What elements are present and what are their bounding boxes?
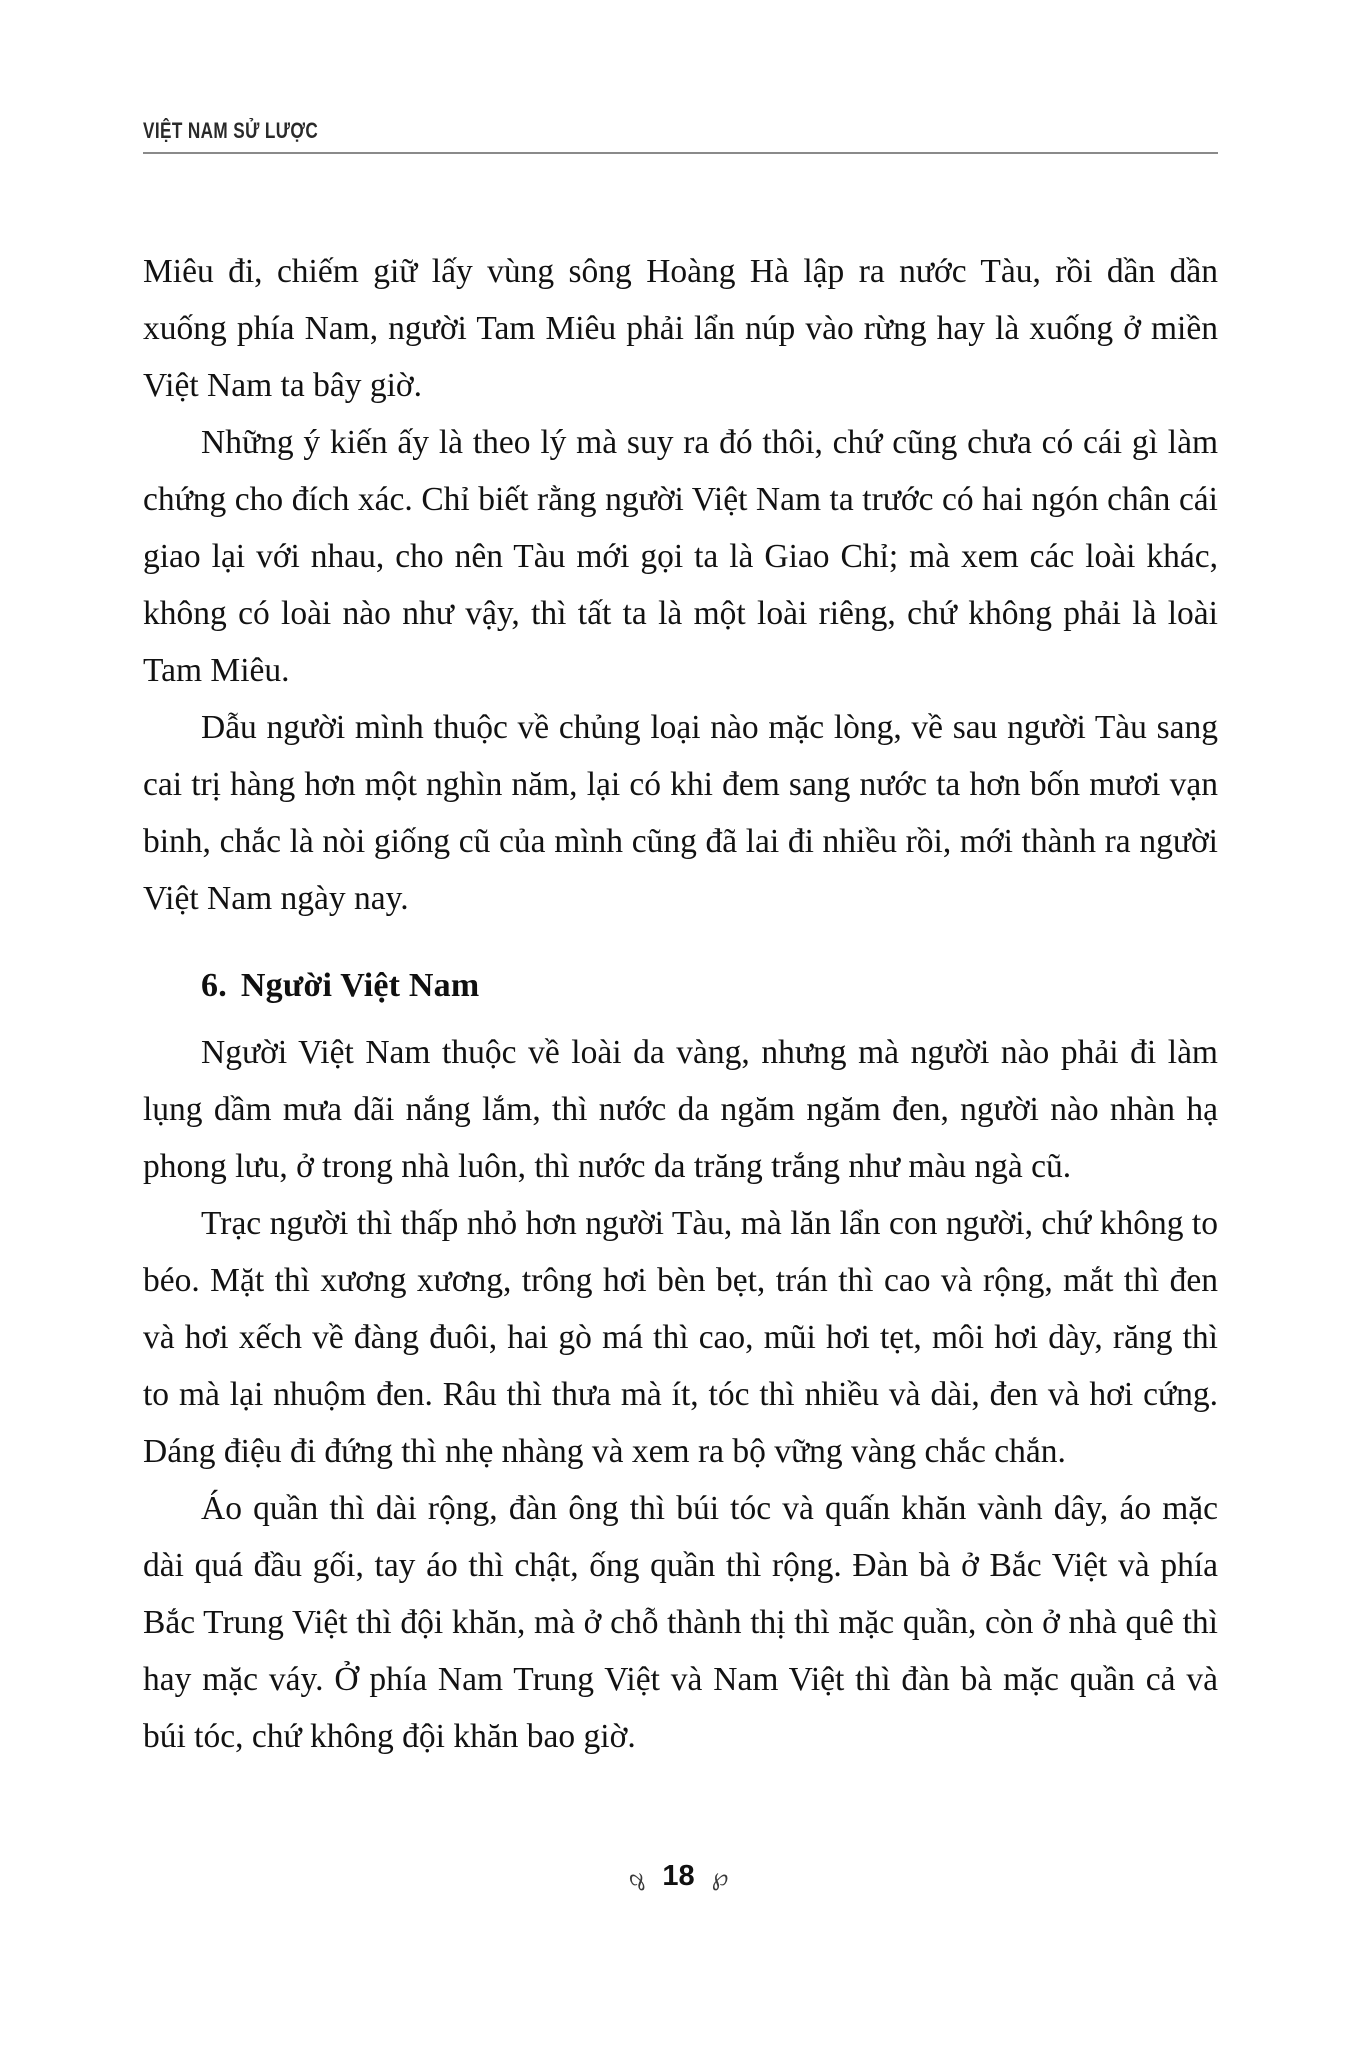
section-heading <box>143 957 1218 1014</box>
running-head-title: VIỆT NAM SỬ LƯỢC <box>143 118 319 143</box>
section-title: Người Việt Nam <box>240 967 480 1004</box>
page-number: 18 <box>662 1860 695 1892</box>
page-footer <box>0 1862 1357 1891</box>
running-head-rule <box>143 152 1218 154</box>
ornament-left-icon: ℘ <box>628 1862 646 1891</box>
paragraph: Miêu đi, chiếm giữ lấy vùng sông Hoàng Hà lập ra nước Tàu, rồi dần dần xuống phía Nam, người Tam Miêu phải lẩn núp vào rừng hay là xuống ở miền Việt Nam ta bây giờ. <box>143 253 1218 404</box>
paragraph: Dẫu người mình thuộc về chủng loại nào mặc lòng, về sau người Tàu sang cai trị hàng hơn một nghìn năm, lại có khi đem sang nước ta hơn bốn mươi vạn binh, chắc là nòi giống cũ của mình cũng đã lai đi nhiều rồi, mới thành ra người Việt Nam ngày nay. <box>143 709 1218 917</box>
paragraph: Áo quần thì dài rộng, đàn ông thì búi tóc và quấn khăn vành dây, áo mặc dài quá đầu gối, tay áo thì chật, ống quần thì rộng. Đàn bà ở Bắc Việt và phía Bắc Trung Việt thì đội khăn, mà ở chỗ thành thị thì mặc quần, còn ở nhà quê thì hay mặc váy. Ở phía Nam Trung Việt và Nam Việt thì đàn bà mặc quần cả và búi tóc, chứ không đội khăn bao giờ. <box>143 1490 1218 1755</box>
running-head <box>143 120 1218 154</box>
paragraph: Người Việt Nam thuộc về loài da vàng, nhưng mà người nào phải đi làm lụng dầm mưa dãi nắng lắm, thì nước da ngăm ngăm đen, người nào nhàn hạ phong lưu, ở trong nhà luôn, thì nước da trăng trắng như màu ngà cũ. <box>143 1034 1218 1185</box>
page-content <box>143 243 1218 1765</box>
section-number: 6. <box>201 967 227 1004</box>
ornament-right-icon: ℘ <box>711 1862 729 1891</box>
paragraph: Những ý kiến ấy là theo lý mà suy ra đó thôi, chứ cũng chưa có cái gì làm chứng cho đích xác. Chỉ biết rằng người Việt Nam ta trước có hai ngón chân cái giao lại với nhau, cho nên Tàu mới gọi ta là Giao Chỉ; mà xem các loài khác, không có loài nào như vậy, thì tất ta là một loài riêng, chứ không phải là loài Tam Miêu. <box>143 424 1218 689</box>
paragraph: Trạc người thì thấp nhỏ hơn người Tàu, mà lăn lẩn con người, chứ không to béo. Mặt thì xương xương, trông hơi bèn bẹt, trán thì cao và rộng, mắt thì đen và hơi xếch về đàng đuôi, hai gò má thì cao, mũi hơi tẹt, môi hơi dày, răng thì to mà lại nhuộm đen. Râu thì thưa mà ít, tóc thì nhiều và dài, đen và hơi cứng. Dáng điệu đi đứng thì nhẹ nhàng và xem ra bộ vững vàng chắc chắn. <box>143 1205 1218 1470</box>
